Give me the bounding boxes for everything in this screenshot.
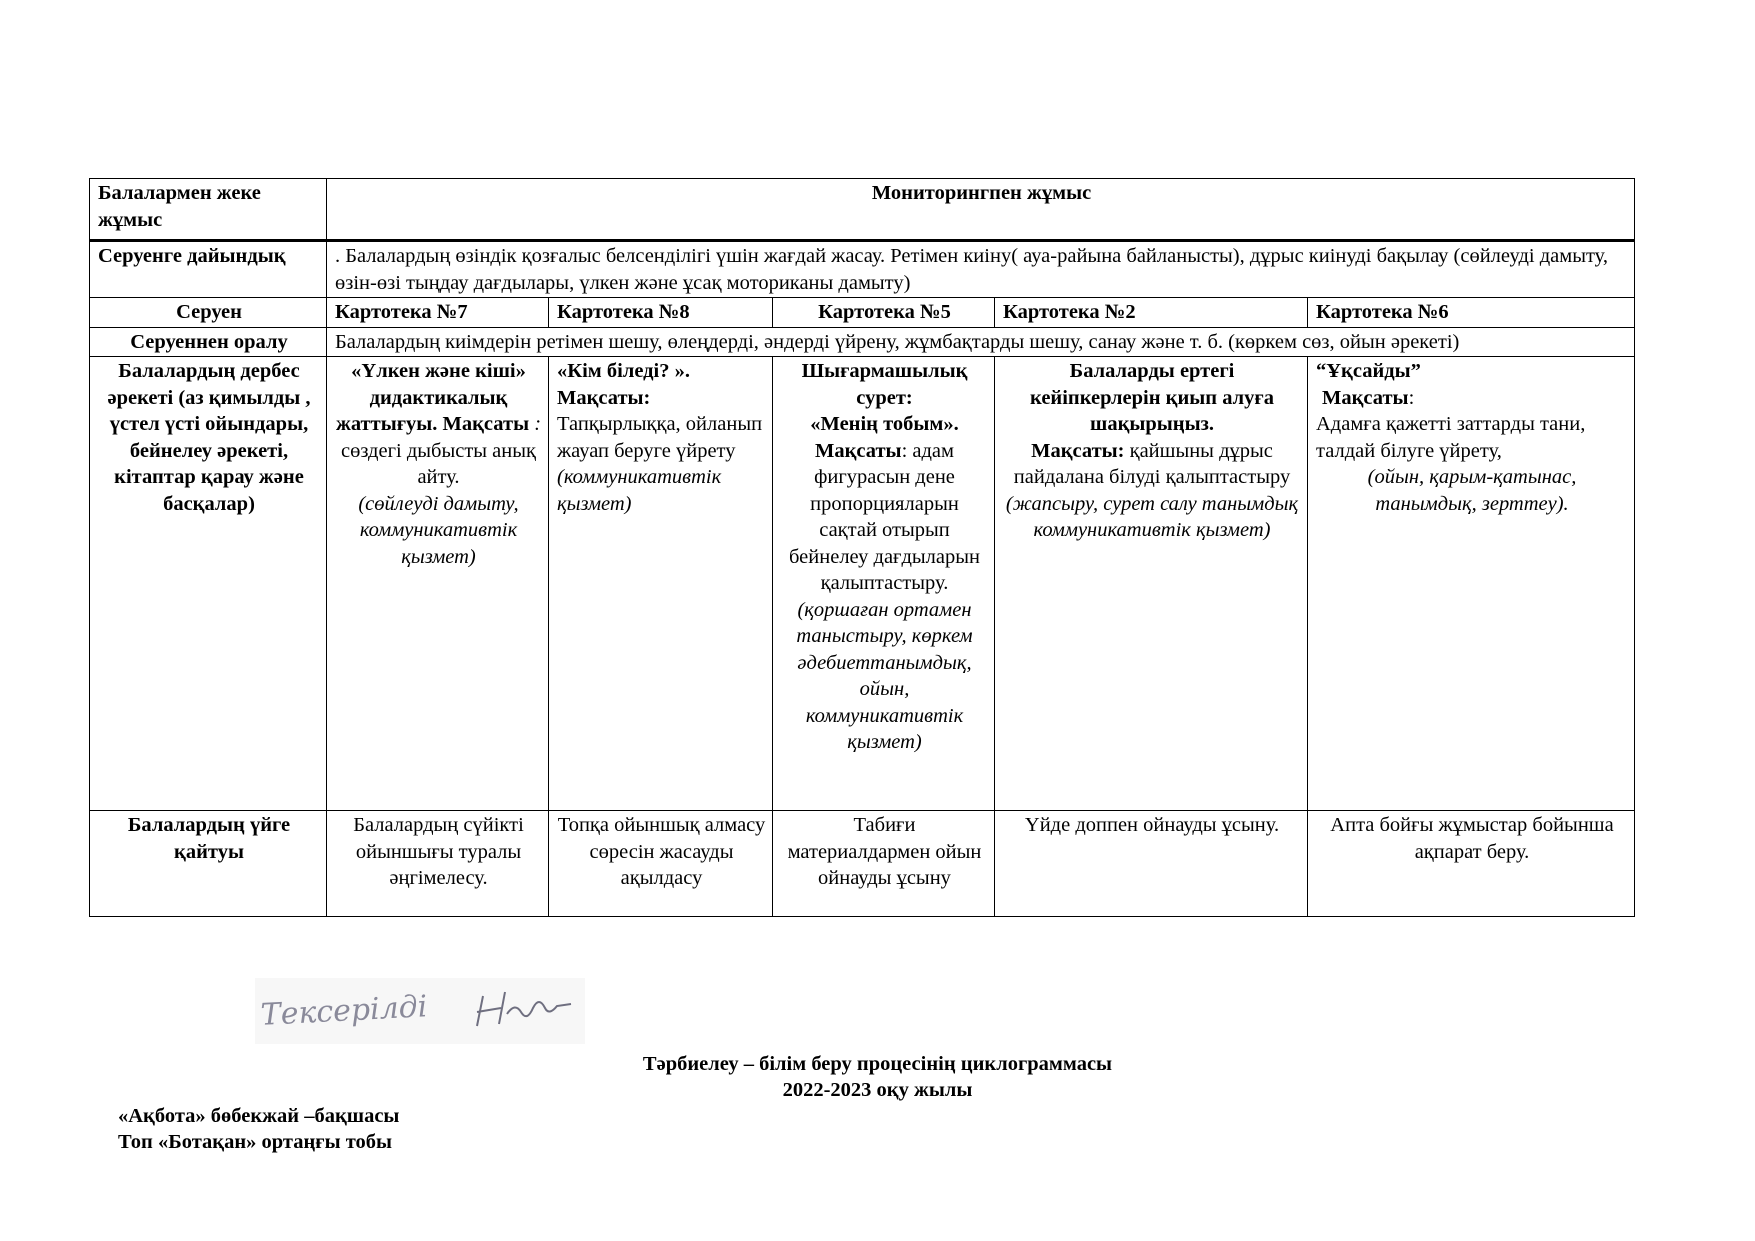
walk-card-3: Картотека №5: [773, 298, 995, 328]
going-home-cell-3: Табиғи материалдармен ойын ойнауды ұсыну: [773, 811, 995, 917]
activity-cell-5: [1308, 357, 1635, 811]
activity-5-note: (ойын, қарым-қатынас, танымдық, зерттеу).: [1367, 466, 1577, 515]
walk-card-4: Картотека №2: [995, 298, 1308, 328]
activity-5-goal: Адамға қажетті заттарды тани, талдай білуге үйрету,: [1316, 413, 1586, 462]
svg-text:Тексерілді: Тексерілді: [259, 989, 429, 1033]
row-label-going-home: Балалардың үйге қайтуы: [90, 811, 327, 917]
handwritten-signature: [255, 978, 585, 1044]
activity-1-goal: сөздегі дыбысты анық айту.: [340, 439, 536, 488]
schedule-table: [89, 178, 1635, 917]
activity-cell-4: [995, 357, 1308, 811]
activity-1-title: «Үлкен және кіші» дидактикалық жаттығуы.: [335, 360, 526, 435]
activity-3-goal: : адам фигурасын дене пропорцияларын сақтай отырып бейнелеу дағдыларын қалыптастыру.: [789, 439, 980, 594]
activity-1-goal-label: Мақсаты: [442, 413, 530, 435]
activity-2-goal-label: Мақсаты:: [557, 386, 651, 409]
row-individual-work: [90, 179, 1635, 241]
activity-2-note: (коммуникативтік қызмет): [557, 466, 722, 515]
activity-5-goal-sep: :: [1408, 386, 1415, 409]
activity-3-note: (қоршаған ортамен таныстыру, көркем әдебиеттанымдық, ойын, коммуникативтік қызмет): [796, 598, 973, 753]
activity-4-goal: қайшыны дұрыс пайдалана білуді қалыптастыру: [1013, 439, 1291, 488]
row-walk-return: [90, 327, 1635, 357]
walk-prep-cell: . Балалардың өзіндік қозғалыс белсенділігі үшін жағдай жасау. Ретімен киіну( ауа-райына байланысты), дұрыс киінуді бақылау (сөйлеуді дамыту, өзін-өзі тыңдау дағдылары, үлкен және ұсақ моториканы дамыту): [327, 241, 1635, 298]
going-home-cell-5: Апта бойғы жұмыстар бойынша ақпарат беру.: [1308, 811, 1635, 917]
activity-cell-1: [327, 357, 549, 811]
row-independent-activity: [90, 357, 1635, 811]
row-label-walk-return: Серуеннен оралу: [90, 327, 327, 357]
going-home-cell-2: Топқа ойыншық алмасу сөресін жасауды ақылдасу: [549, 811, 773, 917]
going-home-cell-4: Үйде доппен ойнауды ұсыну.: [995, 811, 1308, 917]
activity-3-title: Шығармашылық сурет:: [801, 360, 968, 409]
kindergarten-name: «Ақбота» бөбекжай –бақшасы: [118, 1105, 400, 1127]
activity-1-goal-sep: :: [529, 413, 542, 435]
walk-card-1: Картотека №7: [327, 298, 549, 328]
activity-4-note: (жапсыру, сурет салу танымдық коммуникативтік қызмет): [1005, 492, 1299, 541]
group-name: Топ «Ботақан» ортаңғы тобы: [118, 1131, 393, 1153]
monitoring-cell: Мониторингпен жұмыс: [327, 179, 1635, 241]
row-label-individual: Балалармен жеке жұмыс: [90, 179, 327, 241]
activity-cell-2: [549, 357, 773, 811]
activity-4-goal-label: Мақсаты:: [1031, 439, 1125, 462]
doc-title: Тәрбиелеу – білім беру процесінің циклограммасы: [642, 1053, 1113, 1075]
activity-1-note: (сөйлеуді дамыту, коммуникативтік қызмет): [358, 492, 519, 568]
row-going-home: [90, 811, 1635, 917]
activity-4-title: Балаларды ертегі кейіпкерлерін қиып алуға шақырыңыз.: [1030, 360, 1274, 435]
activity-5-title: “Ұқсайды”: [1316, 360, 1421, 382]
row-label-independent: Балалардың дербес әрекеті (аз қимылды , үстел үсті ойындары, бейнелеу әрекеті, кітаптар қарау және басқалар): [90, 357, 327, 811]
activity-3-goal-label: Мақсаты: [815, 439, 902, 462]
walk-return-cell: Балалардың киімдерін ретімен шешу, өлеңдерді, әндерді үйрену, жұмбақтарды шешу, санау және т. б. (көркем сөз, ойын әрекеті): [327, 327, 1635, 357]
activity-5-goal-label: Мақсаты: [1322, 386, 1409, 409]
activity-3-subtitle: «Менің тобым».: [810, 413, 959, 435]
row-label-walk-prep: Серуенге дайындық: [90, 241, 327, 298]
going-home-cell-1: Балалардың сүйікті ойыншығы туралы әңгімелесу.: [327, 811, 549, 917]
doc-year: 2022-2023 оқу жылы: [782, 1079, 973, 1101]
walk-card-2: Картотека №8: [549, 298, 773, 328]
activity-2-goal: Тапқырлыққа, ойланып жауап беруге үйрету: [557, 413, 763, 462]
row-walk-prep: [90, 241, 1635, 298]
row-label-walk: Серуен: [90, 298, 327, 328]
activity-2-title: «Кім біледі? ».: [557, 360, 690, 382]
row-walk: [90, 298, 1635, 328]
activity-cell-3: [773, 357, 995, 811]
walk-card-5: Картотека №6: [1308, 298, 1635, 328]
